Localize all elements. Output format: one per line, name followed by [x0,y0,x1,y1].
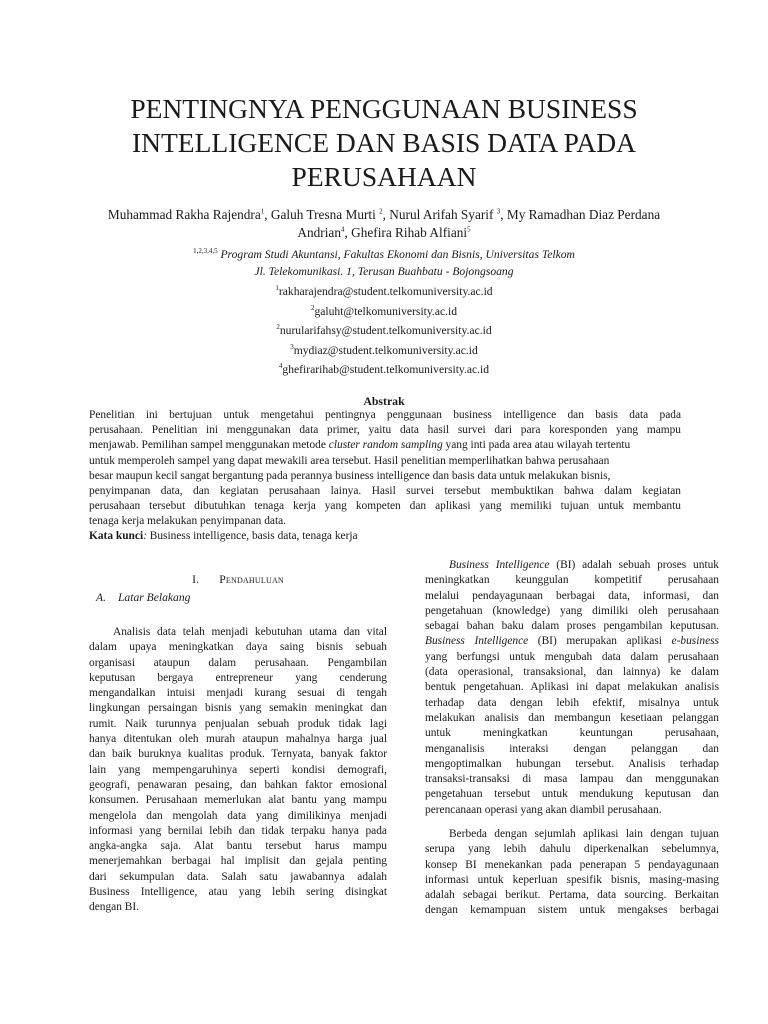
text-line: mengandalkan intuisi menjadi kurang sesuai di tengah [89,687,387,700]
text-line: geografi, penawaran pesaing, dan bahkan faktor emosional [89,778,387,791]
section-title: Pendahuluan [219,573,284,586]
text-line: lingkungan persaingan bisnis yang semakin meningkat dan [89,702,387,715]
abstract-line: perusahaan tersebut dibutuhkan tenaga kerja yang kompeten dan aplikasi yang memiliki tujuan untuk membantu [89,500,681,513]
text-line: dengan BI. [89,901,139,914]
subsection-label: A. [96,591,106,604]
text-line: adalah sebagai berikut. Pertama, data sourcing. Berkaitan [425,889,719,902]
text-line: transaksi-transaksi di masa lampau dan menggunakan [425,773,719,786]
abstract-line: penyimpanan data, dan kegiatan perusahaan lainya. Hasil survei tersebut membuktikan bahwa dalam kegiatan [89,484,681,497]
text-line: lain yang mempengaruhinya seperti kondisi demografi, [89,763,387,776]
text-line: pengetahuan tersebut untuk mendukung keputusan dan [425,788,719,801]
right-column-paragraph [425,558,719,818]
text-line: serupa yang lebih dahulu diperkenalkan sebelumnya, [425,843,719,856]
author-email: $^2$nurularifahsy@student.telkomuniversity.ac.id [276,323,492,337]
text-line: Business Intelligence (BI) adalah sebuah proses untuk [449,559,719,571]
title-line: PENTINGNYA PENGGUNAAN BUSINESS [130,93,638,124]
email-list [60,282,708,380]
text-line: Business Intelligence (BI) merupakan aplikasi e-business [425,635,719,648]
author-email: $^2$galuht@telkomuniversity.ac.id [310,303,458,318]
author-list [60,206,708,242]
text-line: Business Intelligence, atau yang lebih sering disingkat [89,886,387,899]
text-line: rumit. Naik turunnya penjualan sebuah produk tidak lagi [89,717,387,730]
left-column-paragraph [89,625,387,916]
text-line: organisasi ataupun dalam perusahaan. Pengambilan [89,656,387,669]
keywords: Kata kunci: Business intelligence, basis data, tenaga kerja [89,530,358,542]
affiliation-address: Jl. Telekomunikasi. 1, Terusan Buahbatu - Bojongsoang [254,265,514,278]
abstract-line: menjawab. Pemilihan sampel menggunakan metode cluster random sampling yang inti pada area atau wilayah tertentu [89,439,631,452]
abstract-line: besar maupun kecil sangat bergantung pada perannya business intelligence dan basis data untuk melakukan bisnis, [89,469,611,482]
subsection-title: Latar Belakang [117,591,191,604]
right-column-paragraph [425,827,719,919]
text-line: hanya ditentukan oleh murah ataupun mahalnya harga jual [89,733,387,746]
text-line: konsumen. Perusahaan memerlukan alat bantu yang mampu [89,794,387,807]
abstract-line: Penelitian ini bertujuan untuk mengetahui pentingnya penggunaan business intelligence dan basis data pada [89,409,681,421]
text-line: perencanaan operasi yang akan diambil perusahaan. [425,803,662,816]
text-line: mengelola dan mengolah data yang dimilikinya menjadi [89,809,387,822]
text-line: melalui pendayagunaan berbagai data, informasi, dan [425,589,719,602]
author-email: $^3$mydiaz@student.telkomuniversity.ac.id [290,342,478,357]
abstract-heading: Abstrak [363,394,405,408]
text-line: bentuk pengetahuan. Aplikasi ini dapat melakukan analisis [425,681,719,694]
text-line: (data operasional, transaksional, dan lainnya) ke dalam [425,666,719,679]
text-line: keputusan bergaya entrepreneur yang cenderung [89,671,387,684]
text-line: melakukan analisis dan membangun kesetiaan pelanggan [425,711,719,724]
text-line: pengetahuan (knowledge) yang dimiliki oleh perusahaan [425,604,719,617]
affiliation-line: $^{1,2,3,4,5}$ Program Studi Akuntansi, Fakultas Ekonomi dan Bisnis, Universitas Telkom [193,247,575,261]
text-line: informasi yang bernilai lebih dan tidak terpaku hanya pada [89,824,387,837]
text-line: dalam upaya meningkatkan daya saing bisnis sebuah [89,641,387,654]
author-email: $^1$rakharajendra@student.telkomuniversity.ac.id [275,284,493,298]
text-line: Berbeda dengan sejumlah aplikasi lain dengan tujuan [449,828,719,840]
text-line: angka-angka saja. Alat bantu tersebut harus mampu [89,840,387,853]
abstract-line: untuk memperoleh sampel yang dapat mewakili area tersebut. Hasil penelitian memperlihatkan bahwa perusahaan [89,454,610,467]
paper-title [60,92,708,194]
text-line: dan baik buruknya kualitas produk. Ternyata, banyak faktor [89,748,387,761]
text-line: menganalisis interaksi dengan pelanggan dan [425,742,719,755]
author-line: Andrian$^4$, Ghefira Rihab Alfiani$^5$ [297,225,471,240]
text-line: informasi untuk keperluan spesifik bisnis, masing-masing [425,873,719,886]
text-line: yang berfungsi untuk mengubah data dalam perusahaan [425,650,719,663]
abstract-body [89,408,681,530]
text-line: sebagai bahan baku dalam proses pengambilan keputusan. [425,620,719,633]
author-line: Muhammad Rakha Rajendra$^1$, Galuh Tresna Murti $^2$, Nurul Arifah Syarif $^3$, My Ramadhan Diaz Perdana [107,207,661,222]
title-line: INTELLIGENCE DAN BASIS DATA PADA [131,127,636,158]
title-line: PERUSAHAAN [291,161,477,192]
author-email: $^4$ghefirarihab@student.telkomuniversity.ac.id [278,362,490,376]
text-line: untuk meningkatkan keuntungan perusahaan, [425,727,719,740]
affiliation [60,246,708,280]
text-line: Analisis data telah menjadi kebutuhan utama dan vital [113,626,387,638]
subsection-heading [96,591,190,604]
abstract-line: tenaga kerja melakukan penyimpanan data. [89,515,287,528]
text-line: dengan kemampuan sistem untuk mengakses berbagai [425,904,719,917]
section-number: I. [192,573,200,586]
text-line: mengoptimalkan hubungan tersebut. Analisis terhadap [425,757,719,770]
text-line: dari sekumpulan data. Salah satu jawabannya adalah [89,870,387,883]
text-line: meningkatkan keunggulan kompetitif perusahaan [425,574,719,587]
abstract-line: perusahaan. Penelitian ini menggunakan data primer, yaitu data hasil survei dari para koresponden yang mampu [89,424,681,437]
text-line: konsep BI menekankan pada penerapan 5 pendayagunaan [425,858,719,871]
text-line: terhadap data dengan lebih efektif, misalnya untuk [425,696,719,709]
section-heading [89,573,387,586]
text-line: menerjemahkan berbagai hal implisit dan gejala penting [89,855,387,868]
